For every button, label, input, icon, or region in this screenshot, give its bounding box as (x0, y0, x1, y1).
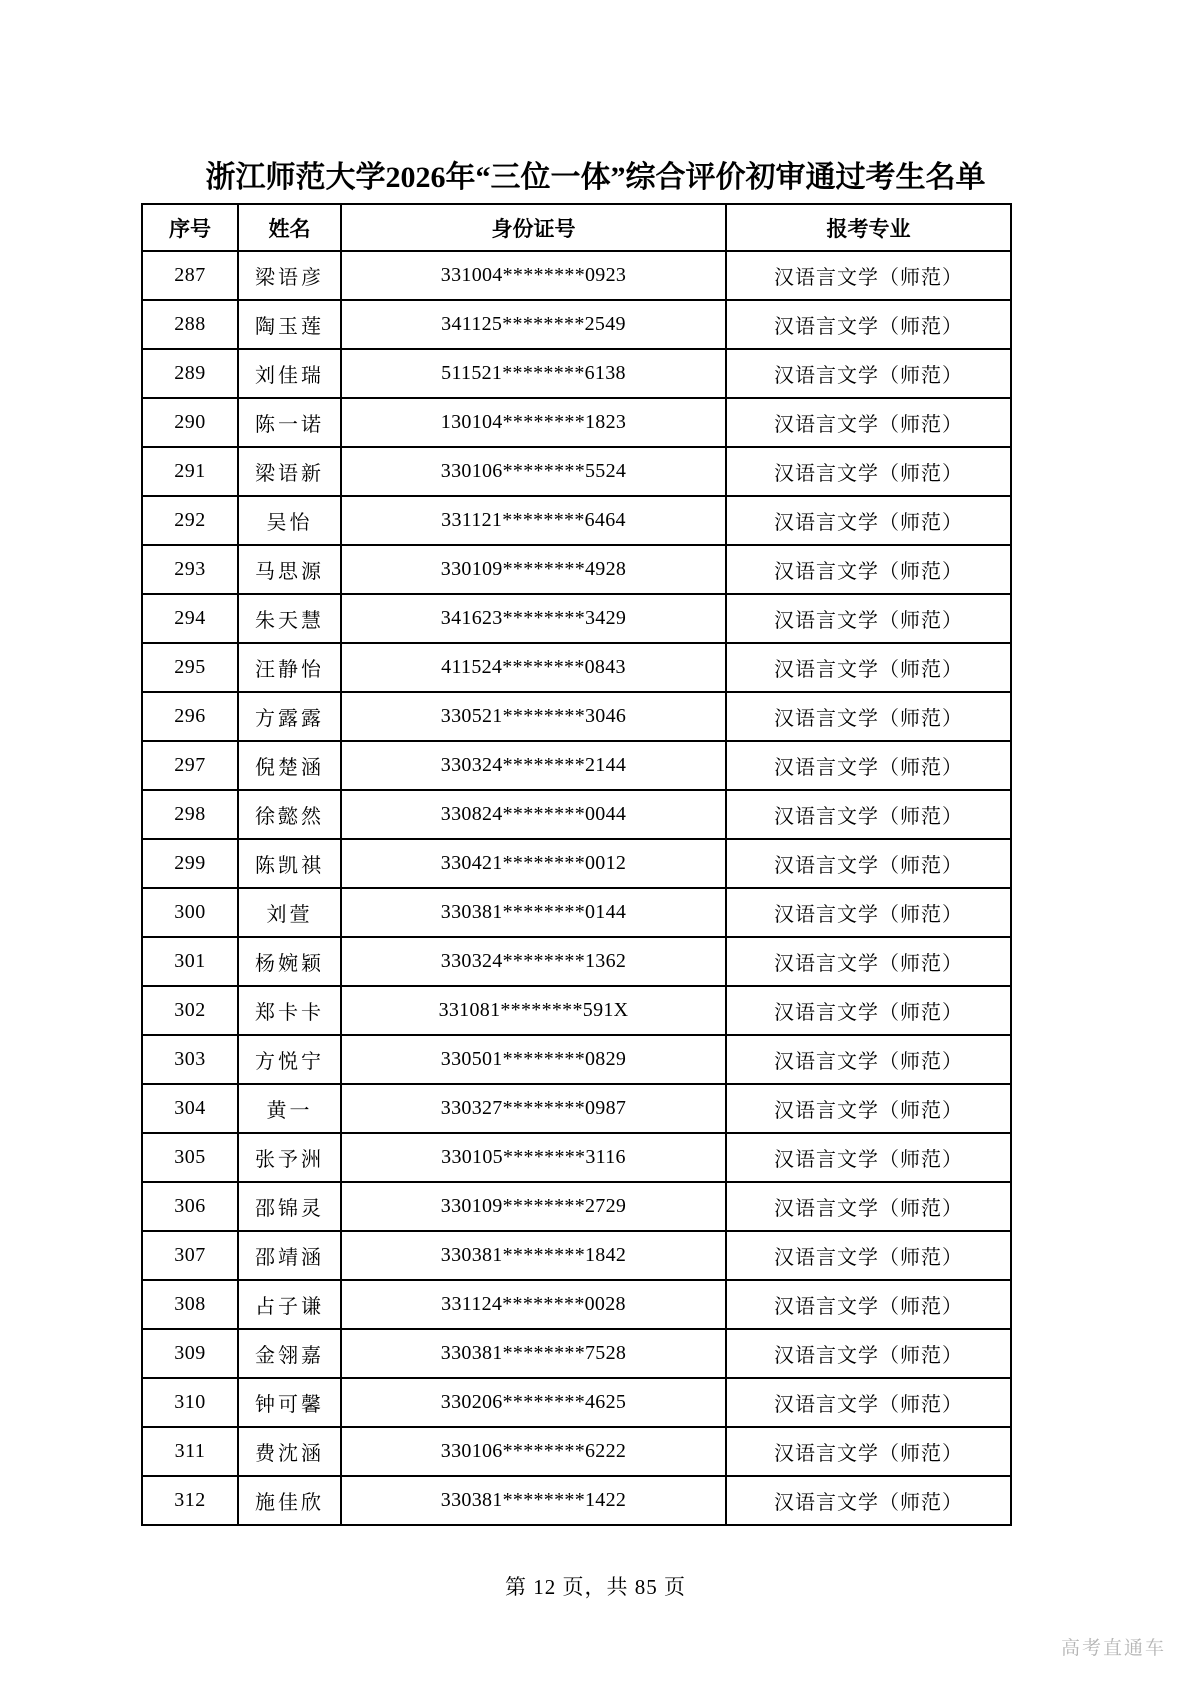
table-row (142, 447, 1011, 496)
cell-id: 330106********5524 (341, 447, 726, 496)
cell-id: 330381********1842 (341, 1231, 726, 1280)
cell-name: 黄一 (238, 1084, 341, 1133)
roster-table (141, 203, 1012, 1526)
cell-name: 金翎嘉 (238, 1329, 341, 1378)
cell-id: 330824********0044 (341, 790, 726, 839)
cell-major: 汉语言文学（师范） (726, 1035, 1011, 1084)
cell-major: 汉语言文学（师范） (726, 545, 1011, 594)
table-row (142, 545, 1011, 594)
table-row (142, 692, 1011, 741)
table-row (142, 496, 1011, 545)
cell-name: 邵锦灵 (238, 1182, 341, 1231)
cell-id: 331121********6464 (341, 496, 726, 545)
cell-seq: 308 (142, 1280, 238, 1329)
page-footer: 第 12 页，共 85 页 (505, 1575, 686, 1599)
cell-seq: 294 (142, 594, 238, 643)
cell-name: 陶玉莲 (238, 300, 341, 349)
cell-major: 汉语言文学（师范） (726, 888, 1011, 937)
table-row (142, 937, 1011, 986)
cell-seq: 311 (142, 1427, 238, 1476)
table-row (142, 594, 1011, 643)
cell-name: 邵靖涵 (238, 1231, 341, 1280)
cell-seq: 302 (142, 986, 238, 1035)
cell-seq: 296 (142, 692, 238, 741)
table-row (142, 1231, 1011, 1280)
cell-name: 方悦宁 (238, 1035, 341, 1084)
cell-name: 朱天慧 (238, 594, 341, 643)
cell-name: 徐懿然 (238, 790, 341, 839)
cell-id: 511521********6138 (341, 349, 726, 398)
column-header-id: 身份证号 (341, 204, 726, 251)
cell-major: 汉语言文学（师范） (726, 1231, 1011, 1280)
cell-name: 刘萱 (238, 888, 341, 937)
cell-major: 汉语言文学（师范） (726, 496, 1011, 545)
cell-name: 方露露 (238, 692, 341, 741)
cell-id: 330109********4928 (341, 545, 726, 594)
cell-id: 411524********0843 (341, 643, 726, 692)
cell-name: 陈凯祺 (238, 839, 341, 888)
table-row (142, 1378, 1011, 1427)
cell-major: 汉语言文学（师范） (726, 790, 1011, 839)
cell-seq: 301 (142, 937, 238, 986)
cell-seq: 309 (142, 1329, 238, 1378)
table-row (142, 790, 1011, 839)
cell-id: 330109********2729 (341, 1182, 726, 1231)
cell-name: 马思源 (238, 545, 341, 594)
table-row (142, 1476, 1011, 1525)
cell-major: 汉语言文学（师范） (726, 643, 1011, 692)
cell-seq: 287 (142, 251, 238, 300)
cell-seq: 293 (142, 545, 238, 594)
table-row (142, 1035, 1011, 1084)
cell-major: 汉语言文学（师范） (726, 741, 1011, 790)
cell-name: 梁语新 (238, 447, 341, 496)
cell-major: 汉语言文学（师范） (726, 1133, 1011, 1182)
cell-name: 施佳欣 (238, 1476, 341, 1525)
cell-id: 330324********1362 (341, 937, 726, 986)
cell-name: 钟可馨 (238, 1378, 341, 1427)
table-row (142, 1427, 1011, 1476)
cell-seq: 297 (142, 741, 238, 790)
cell-seq: 303 (142, 1035, 238, 1084)
table-row (142, 1280, 1011, 1329)
cell-id: 330381********7528 (341, 1329, 726, 1378)
cell-major: 汉语言文学（师范） (726, 1182, 1011, 1231)
cell-major: 汉语言文学（师范） (726, 937, 1011, 986)
table-header-row (142, 204, 1011, 251)
table-row (142, 1084, 1011, 1133)
page-title: 浙江师范大学2026年“三位一体”综合评价初审通过考生名单 (205, 161, 986, 195)
cell-seq: 299 (142, 839, 238, 888)
cell-major: 汉语言文学（师范） (726, 1476, 1011, 1525)
cell-seq: 305 (142, 1133, 238, 1182)
table-row (142, 1182, 1011, 1231)
table-row (142, 986, 1011, 1035)
cell-name: 杨婉颖 (238, 937, 341, 986)
cell-major: 汉语言文学（师范） (726, 839, 1011, 888)
cell-id: 341623********3429 (341, 594, 726, 643)
cell-major: 汉语言文学（师范） (726, 349, 1011, 398)
cell-seq: 307 (142, 1231, 238, 1280)
cell-id: 330421********0012 (341, 839, 726, 888)
table-row (142, 839, 1011, 888)
cell-id: 130104********1823 (341, 398, 726, 447)
cell-major: 汉语言文学（师范） (726, 692, 1011, 741)
table-row (142, 349, 1011, 398)
cell-id: 330381********0144 (341, 888, 726, 937)
cell-major: 汉语言文学（师范） (726, 1427, 1011, 1476)
cell-major: 汉语言文学（师范） (726, 1084, 1011, 1133)
column-header-major: 报考专业 (726, 204, 1011, 251)
cell-major: 汉语言文学（师范） (726, 300, 1011, 349)
cell-id: 330521********3046 (341, 692, 726, 741)
cell-name: 吴怡 (238, 496, 341, 545)
cell-id: 330105********3116 (341, 1133, 726, 1182)
cell-seq: 291 (142, 447, 238, 496)
table-body (142, 251, 1011, 1525)
cell-name: 刘佳瑞 (238, 349, 341, 398)
cell-seq: 288 (142, 300, 238, 349)
cell-name: 陈一诺 (238, 398, 341, 447)
cell-seq: 306 (142, 1182, 238, 1231)
cell-major: 汉语言文学（师范） (726, 1329, 1011, 1378)
table-row (142, 643, 1011, 692)
roster-table-container (141, 203, 1010, 1526)
cell-major: 汉语言文学（师范） (726, 398, 1011, 447)
cell-seq: 312 (142, 1476, 238, 1525)
cell-id: 330206********4625 (341, 1378, 726, 1427)
cell-major: 汉语言文学（师范） (726, 1378, 1011, 1427)
cell-seq: 310 (142, 1378, 238, 1427)
cell-id: 331004********0923 (341, 251, 726, 300)
watermark-label: 高考直通车 (1060, 1638, 1166, 1659)
cell-id: 331081********591X (341, 986, 726, 1035)
cell-major: 汉语言文学（师范） (726, 447, 1011, 496)
cell-seq: 290 (142, 398, 238, 447)
table-row (142, 741, 1011, 790)
cell-id: 330327********0987 (341, 1084, 726, 1133)
cell-id: 330324********2144 (341, 741, 726, 790)
cell-name: 郑卡卡 (238, 986, 341, 1035)
table-row (142, 1329, 1011, 1378)
cell-id: 331124********0028 (341, 1280, 726, 1329)
cell-major: 汉语言文学（师范） (726, 986, 1011, 1035)
table-row (142, 1133, 1011, 1182)
cell-name: 梁语彦 (238, 251, 341, 300)
table-row (142, 888, 1011, 937)
cell-name: 汪静怡 (238, 643, 341, 692)
cell-id: 341125********2549 (341, 300, 726, 349)
cell-id: 330381********1422 (341, 1476, 726, 1525)
cell-name: 张予洲 (238, 1133, 341, 1182)
cell-id: 330106********6222 (341, 1427, 726, 1476)
cell-id: 330501********0829 (341, 1035, 726, 1084)
column-header-seq: 序号 (142, 204, 238, 251)
cell-seq: 298 (142, 790, 238, 839)
table-row (142, 300, 1011, 349)
table-row (142, 251, 1011, 300)
table-header (142, 204, 1011, 251)
cell-seq: 300 (142, 888, 238, 937)
cell-major: 汉语言文学（师范） (726, 251, 1011, 300)
cell-major: 汉语言文学（师范） (726, 1280, 1011, 1329)
cell-name: 占子谦 (238, 1280, 341, 1329)
cell-seq: 304 (142, 1084, 238, 1133)
cell-name: 倪楚涵 (238, 741, 341, 790)
cell-seq: 295 (142, 643, 238, 692)
table-row (142, 398, 1011, 447)
cell-name: 费沈涵 (238, 1427, 341, 1476)
cell-seq: 289 (142, 349, 238, 398)
column-header-name: 姓名 (238, 204, 341, 251)
cell-seq: 292 (142, 496, 238, 545)
cell-major: 汉语言文学（师范） (726, 594, 1011, 643)
